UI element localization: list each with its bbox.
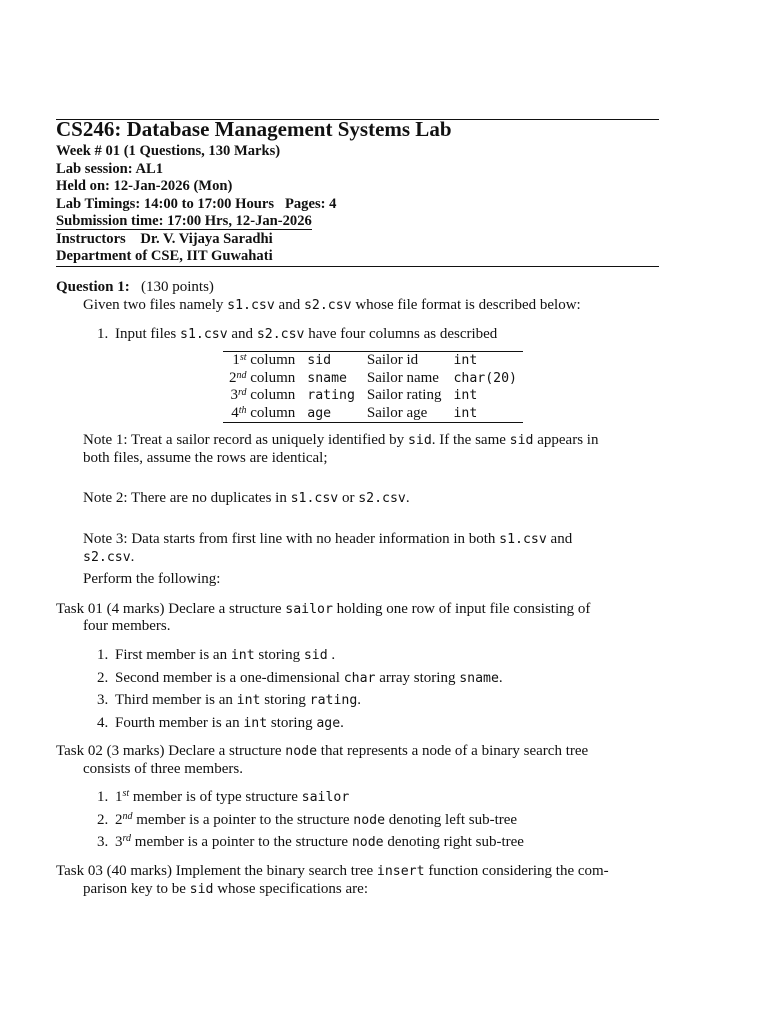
submission-label: Submission time: [56, 213, 164, 229]
held-on-line [56, 178, 232, 196]
instructors-label: Instructors [56, 231, 126, 247]
column-desc: Sailor name [366, 369, 439, 386]
column-ordinal: 2nd column [229, 369, 296, 386]
department-line: Department of CSE, IIT Guwahati [56, 248, 273, 264]
task02-line-2: consists of three members. [83, 761, 243, 777]
held-on-label: Held on: [56, 178, 110, 194]
columns-table-row [223, 387, 523, 405]
lab-session-value: AL1 [135, 161, 164, 177]
column-ordinal: 1st column [232, 352, 296, 368]
column-name: age [307, 405, 332, 421]
column-type: int [453, 353, 478, 368]
page-title: CS246: Database Management Systems Lab [56, 117, 452, 141]
question-heading [56, 278, 214, 297]
perform-line: Perform the following: [83, 571, 221, 587]
instructors-line [56, 231, 273, 249]
task01-item: 2. Second member is a one-dimensional char array storing sname. [97, 670, 503, 686]
lab-session-label: Lab session: [56, 161, 133, 177]
question-points: (130 points) [141, 279, 214, 295]
file2-code: s2.csv [303, 298, 352, 313]
column-desc: Sailor rating [366, 387, 442, 404]
note-3-line-2: s2.csv. [83, 549, 135, 565]
submission-line [56, 213, 312, 231]
column-type: int [453, 388, 478, 404]
columns-table-row [223, 370, 523, 388]
task01-line-2: four members. [83, 618, 171, 634]
task01-heading: Task 01 (4 marks) Declare a structure sailor holding one row of input file consisting of [56, 601, 591, 617]
column-name: rating [307, 388, 355, 404]
pages-label: Pages: [284, 196, 326, 212]
question-label: Question 1: [56, 279, 130, 295]
task03-heading: Task 03 (40 marks) Implement the binary search tree insert function considering the com- [56, 863, 609, 879]
task03-line-2: parison key to be sid whose specifications are: [83, 881, 368, 897]
note-1-line-2: both files, assume the rows are identical; [83, 450, 328, 466]
column-ordinal: 4th column [231, 404, 296, 421]
columns-table [223, 351, 523, 423]
column-name: sid [307, 353, 332, 368]
lab-timings-line [56, 196, 336, 214]
lab-timings-value: 14:00 to 17:00 Hours [143, 196, 275, 212]
column-name: sname [307, 370, 347, 386]
note-3: Note 3: Data starts from first line with no header information in both s1.csv and [83, 531, 573, 547]
task01-item: 4. Fourth member is an int storing age. [97, 715, 344, 731]
question-item-1: 1. Input files s1.csv and s2.csv have four columns as described [97, 326, 498, 342]
columns-table-row [223, 405, 523, 423]
task02-item: 2. 2nd member is a pointer to the structure node denoting left sub-tree [97, 811, 518, 828]
columns-table-row [223, 352, 523, 370]
task01-item: 3. Third member is an int storing rating. [97, 692, 362, 708]
lab-session-line [56, 161, 163, 179]
file1-code: s1.csv [227, 298, 275, 313]
column-ordinal: 3rd column [230, 387, 296, 404]
column-type: int [453, 405, 478, 421]
task02-item: 3. 3rd member is a pointer to the structure node denoting right sub-tree [97, 833, 524, 850]
question-intro: Given two files namely s1.csv and s2.csv whose file format is described below: [83, 297, 581, 313]
column-desc: Sailor age [366, 404, 428, 421]
note-1: Note 1: Treat a sailor record as uniquely identified by sid. If the same sid appears in [83, 432, 599, 448]
task02-heading: Task 02 (3 marks) Declare a structure node that represents a node of a binary search tree [56, 743, 589, 759]
week-line: Week # 01 (1 Questions, 130 Marks) [56, 143, 281, 159]
held-on-value: 12-Jan-2026 (Mon) [113, 178, 233, 194]
column-type: char(20) [453, 370, 517, 386]
task02-item: 1. 1st member is of type structure sailor [97, 788, 350, 805]
task01-item: 1. First member is an int storing sid . [97, 647, 336, 663]
instructor-name: Dr. V. Vijaya Saradhi [140, 231, 273, 247]
submission-value: 17:00 Hrs, 12-Jan-2026 [167, 213, 312, 229]
column-desc: Sailor id [366, 352, 419, 368]
header-bottom-rule [56, 266, 659, 267]
pages-value: 4 [329, 196, 337, 212]
lab-timings-label: Lab Timings: [56, 196, 141, 212]
note-2: Note 2: There are no duplicates in s1.csv or s2.csv. [83, 490, 410, 506]
